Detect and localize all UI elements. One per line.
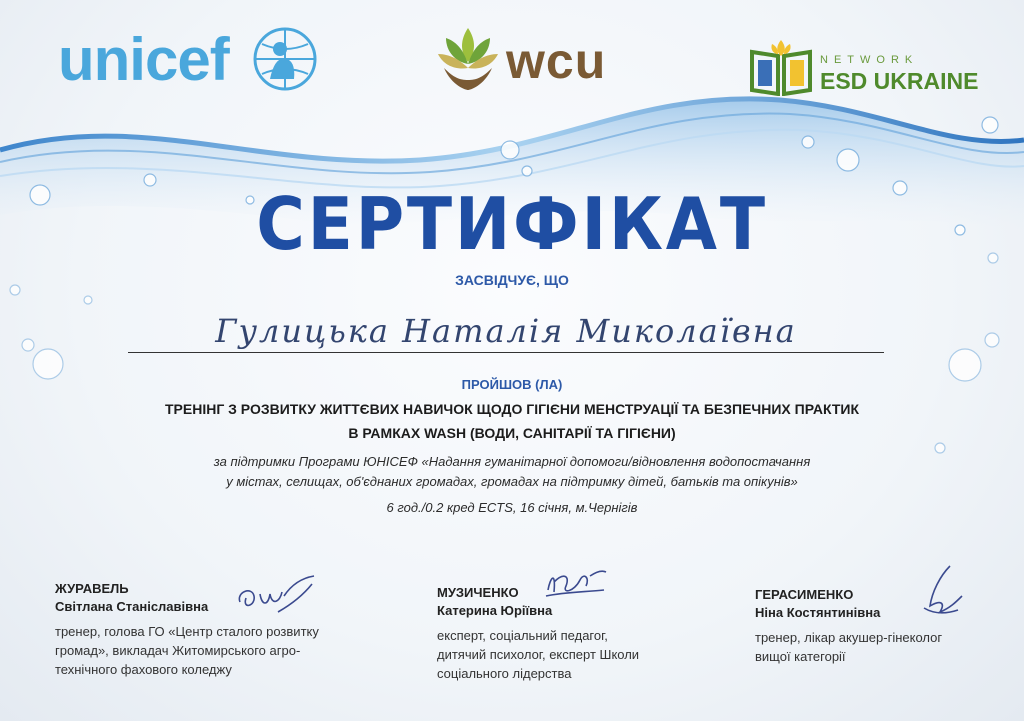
signatory-surname: ГЕРАСИМЕНКО (755, 587, 854, 602)
signatory-role-line: дитячий психолог, експерт Школи (437, 647, 640, 662)
esd-ukraine-logo (748, 38, 979, 98)
signatory-role-line: соціального лідерства (437, 666, 572, 681)
unicef-logo (58, 20, 320, 94)
esd-network-text: NETWORK (820, 54, 919, 66)
wcu-logo-text: wcu (506, 33, 607, 89)
signatory-role-line: вищої категорії (755, 649, 846, 664)
completed-label: ПРОЙШОВ (ЛА) (461, 377, 563, 392)
signatory-role (55, 622, 355, 679)
signatory-surname: ЖУРАВЕЛЬ (55, 581, 129, 596)
signature-3-icon (910, 562, 970, 622)
signatory-given-name: Світлана Станіславівна (55, 599, 209, 614)
wcu-logo (436, 24, 656, 104)
signatory-3 (755, 587, 1015, 666)
certificate-title: СЕРТИФІКАТ (256, 182, 768, 266)
signature-2-icon (540, 562, 610, 602)
certifies-label: ЗАСВІДЧУЄ, ЩО (455, 272, 569, 288)
signatory-given-name: Ніна Костянтинівна (755, 605, 881, 620)
signatory-role-line: тренер, голова ГО «Центр сталого розвитку (55, 624, 319, 639)
support-line1: за підтримки Програми ЮНІСЕФ «Надання гуманітарної допомоги/відновлення водопостачання (213, 454, 811, 469)
signatory-given-name: Катерина Юріївна (437, 603, 553, 618)
unicef-logo-text: unicef (58, 25, 229, 93)
support-line2: у містах, селищах, об'єднаних громадах, громадах на підтримку дітей, батьків та опікунів» (226, 474, 798, 489)
training-details: 6 год./0.2 кред ECTS, 16 січня, м.Чернігів (386, 500, 638, 515)
training-title-line2: В РАМКАХ WASH (ВОДИ, САНІТАРІЇ ТА ГІГІЄНИ) (348, 425, 676, 441)
signatory-role-line: громад», викладач Житомирського агро- (55, 643, 301, 658)
signatory-surname: МУЗИЧЕНКО (437, 585, 519, 600)
signatory-role-line: тренер, лікар акушер-гінеколог (755, 630, 943, 645)
name-underline (128, 352, 884, 353)
training-title-line1: ТРЕНІНГ З РОЗВИТКУ ЖИТТЄВИХ НАВИЧОК ЩОДО ГІГІЄНИ МЕНСТРУАЦІЇ ТА БЕЗПЕЧНИХ ПРАКТИК (164, 401, 859, 417)
unicef-emblem-icon (250, 24, 320, 94)
signatory-role-line: технічного фахового коледжу (55, 662, 232, 677)
esd-book-icon (748, 38, 814, 96)
signatory-role (755, 628, 1015, 666)
wcu-lotus-icon (436, 24, 500, 94)
esd-name-text: ESD UKRAINE (820, 68, 979, 94)
signatory-role (437, 626, 717, 683)
recipient-name: Гулицька Наталія Миколаївна (215, 312, 797, 350)
signatory-role-line: експерт, соціальний педагог, (437, 628, 608, 643)
signature-1-icon (232, 572, 322, 622)
